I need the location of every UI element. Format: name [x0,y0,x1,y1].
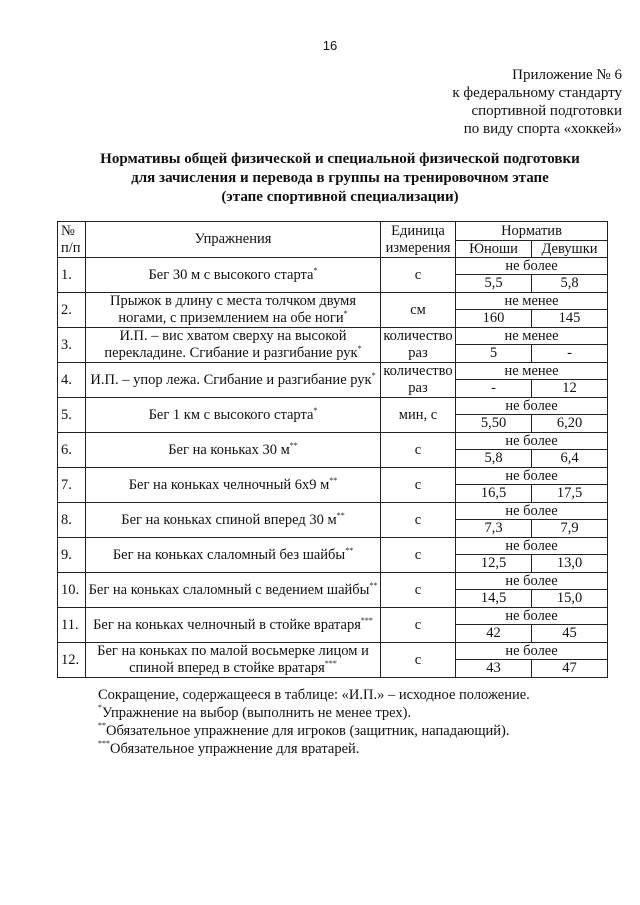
exercise-cell [86,608,381,643]
unit-cell: мин, с [381,398,456,433]
row-number: 4. [58,363,86,398]
norm-condition: не более [456,643,608,660]
footnote-text: Обязательное упражнение для игроков (защитник, нападающий). [106,723,510,739]
boys-value: 5,8 [456,450,532,468]
girls-value: - [532,345,608,363]
unit-cell: с [381,538,456,573]
title-line: для зачисления и перевода в группы на тренировочном этапе [131,170,549,186]
footnote-text: Сокращение, содержащееся в таблице: «И.П.» – исходное положение. [98,687,530,703]
unit-cell: с [381,503,456,538]
boys-value: 5 [456,345,532,363]
footnote-mark: * [98,703,102,712]
appendix-line: к федеральному стандарту [452,85,622,101]
table-row [58,328,608,345]
header-unit: Единица измерения [381,222,456,258]
exercise-cell [86,328,381,363]
boys-value: - [456,380,532,398]
footnote-mark: ** [369,580,378,590]
unit-cell: количество раз [381,363,456,398]
boys-value: 160 [456,310,532,328]
row-number: 7. [58,468,86,503]
footnote-line [98,722,530,740]
unit-cell: с [381,433,456,468]
girls-value: 7,9 [532,520,608,538]
girls-value: 6,20 [532,415,608,433]
document-title [40,150,640,207]
boys-value: 7,3 [456,520,532,538]
header-boys: Юноши [456,241,532,258]
appendix-line: спортивной подготовки [471,103,622,119]
footnote-mark: ** [345,545,354,555]
header-girls: Девушки [532,241,608,258]
exercise-name: Бег на коньках слаломный без шайбы [112,546,346,563]
row-number: 5. [58,398,86,433]
exercise-name: И.П. – вис хватом сверху на высокой перекладине. Сгибание и разгибание рук [104,328,358,361]
girls-value: 13,0 [532,555,608,573]
appendix-header [452,66,622,138]
norm-condition: не более [456,503,608,520]
norm-condition: не менее [456,328,608,345]
exercise-cell [86,468,381,503]
table-row [58,538,608,555]
footnote-line [98,704,530,722]
footnote-mark: ** [329,475,338,485]
footnote-mark: *** [360,615,373,625]
footnote-mark: ** [289,440,298,450]
footnote-mark: * [357,344,362,353]
header-num: № п/п [58,222,86,258]
norm-condition: не более [456,468,608,485]
footnote-mark: * [313,265,318,275]
appendix-line: Приложение № 6 [512,67,622,83]
table-row [58,293,608,310]
unit-cell: с [381,258,456,293]
boys-value: 5,5 [456,275,532,293]
table-row [58,573,608,590]
table-row [58,363,608,380]
exercise-name: Бег на коньках спиной вперед 30 м [121,511,337,528]
girls-value: 17,5 [532,485,608,503]
footnote-text: Упражнение на выбор (выполнить не менее трех). [102,705,412,721]
exercise-name: И.П. – упор лежа. Сгибание и разгибание рук [90,371,372,388]
exercise-name: Бег на коньках челночный 6х9 м [128,476,330,493]
exercise-cell [86,433,381,468]
unit-cell: с [381,468,456,503]
norm-condition: не более [456,433,608,450]
footnote-mark: * [313,405,318,415]
row-number: 12. [58,643,86,678]
footnote-mark: ** [98,721,106,730]
norm-condition: не более [456,608,608,625]
row-number: 1. [58,258,86,293]
boys-value: 43 [456,660,532,678]
exercise-cell [86,538,381,573]
boys-value: 16,5 [456,485,532,503]
row-number: 9. [58,538,86,573]
row-number: 3. [58,328,86,363]
girls-value: 15,0 [532,590,608,608]
exercise-name: Бег на коньках по малой восьмерке лицом и спиной вперед в стойке вратаря [97,643,369,676]
boys-value: 14,5 [456,590,532,608]
row-number: 10. [58,573,86,608]
footnote-mark: ** [336,510,345,520]
exercise-cell [86,573,381,608]
table-row [58,643,608,660]
table-row [58,258,608,275]
norm-condition: не более [456,398,608,415]
unit-cell: количество раз [381,328,456,363]
exercise-cell [86,293,381,328]
unit-cell: см [381,293,456,328]
row-number: 2. [58,293,86,328]
girls-value: 12 [532,380,608,398]
norm-condition: не более [456,258,608,275]
unit-cell: с [381,608,456,643]
row-number: 11. [58,608,86,643]
row-number: 8. [58,503,86,538]
norm-condition: не менее [456,363,608,380]
table-row [58,503,608,520]
boys-value: 12,5 [456,555,532,573]
footnote-mark: * [343,309,348,318]
header-norm: Норматив [456,222,608,241]
girls-value: 5,8 [532,275,608,293]
footnote-mark: * [371,370,376,380]
exercise-name: Бег 30 м с высокого старта [148,266,314,283]
unit-cell: с [381,573,456,608]
exercise-name: Бег на коньках челночный в стойке вратаря [93,616,361,633]
table-row [58,433,608,450]
exercise-name: Бег на коньках 30 м [168,441,290,458]
footnote-mark: *** [324,659,337,668]
boys-value: 5,50 [456,415,532,433]
girls-value: 45 [532,625,608,643]
norm-condition: не более [456,538,608,555]
title-line: Нормативы общей физической и специальной физической подготовки [100,151,580,167]
exercise-cell [86,363,381,398]
exercise-cell [86,643,381,678]
footnote-line [98,686,530,704]
norms-table [57,221,608,678]
header-exercise: Упражнения [86,222,381,258]
page-number: 16 [322,38,338,53]
exercise-name: Бег 1 км с высокого старта [148,406,314,423]
footnote-text: Обязательное упражнение для вратарей. [110,741,360,757]
table-row [58,398,608,415]
row-number: 6. [58,433,86,468]
norm-condition: не менее [456,293,608,310]
boys-value: 42 [456,625,532,643]
table-header-row [58,222,608,241]
footnotes [98,686,530,758]
title-line: (этапе спортивной специализации) [221,189,459,205]
table-row [58,468,608,485]
exercise-cell [86,398,381,433]
exercise-cell [86,258,381,293]
unit-cell: с [381,643,456,678]
footnote-mark: *** [98,739,110,748]
girls-value: 145 [532,310,608,328]
girls-value: 47 [532,660,608,678]
exercise-name: Бег на коньках слаломный с ведением шайбы [88,581,370,598]
norm-condition: не более [456,573,608,590]
exercise-name: Прыжок в длину с места толчком двумя ногами, с приземлением на обе ноги [109,293,356,326]
appendix-line: по виду спорта «хоккей» [463,121,622,137]
exercise-cell [86,503,381,538]
footnote-line [98,740,530,758]
girls-value: 6,4 [532,450,608,468]
table-row [58,608,608,625]
